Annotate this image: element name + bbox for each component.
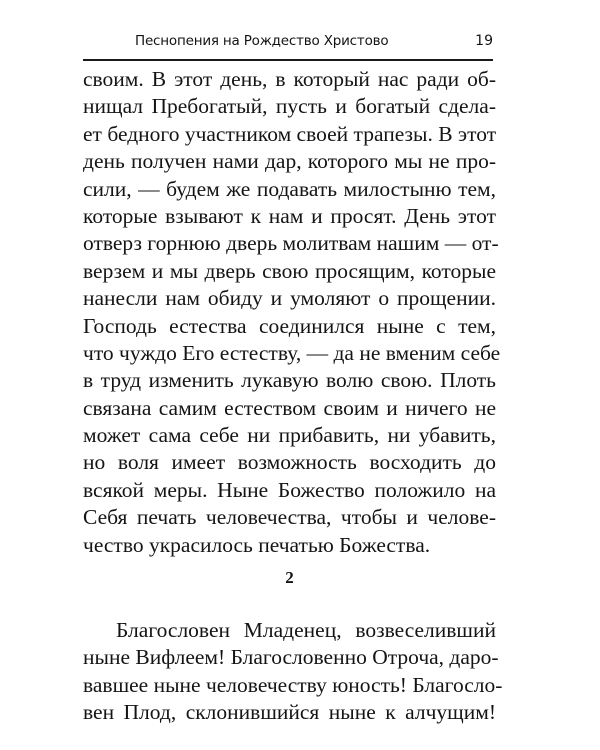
text-line: в труд изменить лукавую волю свою. Плоть	[83, 368, 496, 393]
text-line: день получен нами дар, которого мы не про-	[83, 149, 496, 174]
text-line: Благословен Младенец, возвеселивший	[116, 618, 496, 642]
section-1-text	[83, 66, 501, 559]
text-line: что чуждо Его естеству, — да не вменим себе	[83, 340, 501, 365]
text-line: вен Плод, склонившийся ныне к алчущим!	[83, 700, 496, 725]
text-line: ныне Вифлеем! Благословенно Отроча, даро-	[83, 645, 499, 670]
text-line: Себя печать человечества, чтобы и челове-	[83, 505, 496, 530]
running-title: Песнопения на Рождество Христово	[135, 33, 389, 49]
text-line: всякой меры. Ныне Божество положило на	[83, 477, 496, 502]
section-2-text	[83, 617, 503, 727]
text-line: отверз горнюю дверь молитвам нашим — от-	[83, 231, 499, 256]
text-line: верзем и мы дверь свою просящим, которые	[83, 258, 496, 283]
text-line: может сама себе ни прибавить, ни убавить,	[83, 423, 496, 448]
text-line: которые взывают к нам и просят. День этот	[83, 203, 496, 228]
text-line: чество украсилось печатью Божества.	[83, 532, 431, 557]
text-line: связана самим естеством своим и ничего не	[83, 395, 496, 420]
text-line: но воля имеет возможность восходить до	[83, 450, 496, 475]
text-line: вавшее ныне человечеству юность! Благосло-	[83, 672, 503, 697]
page-number: 19	[475, 33, 493, 49]
text-line: ет бедного участником своей трапезы. В этот	[83, 121, 497, 146]
text-line: сили, — будем же подавать милостыню тем,	[83, 176, 496, 201]
header-rule	[83, 59, 493, 61]
section-number: 2	[285, 568, 294, 587]
text-line: Господь естества соединился ныне с тем,	[83, 313, 496, 338]
text-line: нищал Пребогатый, пусть и богатый сдела-	[83, 94, 496, 119]
running-header	[83, 33, 493, 53]
text-line: нанесли нам обиду и умоляют о прощении.	[83, 286, 496, 311]
text-line: своим. В этот день, в который нас ради об-	[83, 67, 496, 91]
